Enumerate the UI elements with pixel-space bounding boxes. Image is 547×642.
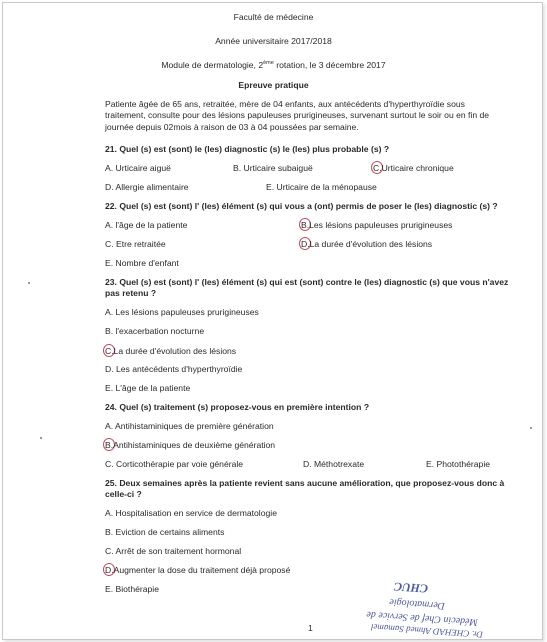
case-line-3: journée depuis 02mois à raison de 03 à 04 poussées par semaine. — [105, 122, 359, 132]
question-23-title: 23. Quel (s) est (sont) l' (les) élément (s) qui est (sont) contre le (les) diagnostic (s) que vous n'avez — [105, 277, 509, 287]
q24-option-a: A. Antihistaminiques de première génération — [105, 421, 274, 431]
q22-option-e: E. Nombre d'enfant — [105, 258, 179, 268]
q24-option-b: B.Antihistaminiques de deuxième génération — [105, 440, 276, 450]
faculty-title: Faculté de médecine — [233, 12, 314, 22]
q25-option-c: C. Arrêt de son traitement hormonal — [105, 546, 242, 556]
question-24-title: 24. Quel (s) traitement (s) proposez-vous en première intention ? — [105, 402, 370, 412]
q21-option-b: B. Urticaire subaiguë — [233, 163, 313, 173]
q22-option-a: A. l'âge de la patiente — [105, 220, 188, 230]
q21-option-e: E. Urticaire de la ménopause — [266, 182, 377, 192]
module-line: Module de dermatologie, 2ème rotation, le 3 décembre 2017 — [161, 59, 386, 70]
q23-option-e: E. L'âge de la patiente — [105, 383, 191, 393]
q21-option-c: C.Urticaire chronique — [373, 163, 454, 173]
question-23-title-cont: pas retenu ? — [105, 288, 157, 298]
q21-option-a: A. Urticaire aiguë — [105, 163, 171, 173]
q23-option-a: A. Les lésions papuleuses prurigineuses — [105, 307, 259, 317]
q22-option-d: D.La durée d'évolution des lésions — [301, 239, 433, 249]
question-25-title: 25. Deux semaines après la patiente revient sans aucune amélioration, que proposez-vous donc à — [105, 478, 505, 488]
doctor-stamp: Dr. CHEHAD Ahmed Samamel Médecin Chef de Service de Dermatologie CHUC — [366, 579, 484, 640]
q24-option-c: C. Corticothérapie par voie générale — [105, 459, 244, 469]
case-line-1: Patiente âgée de 65 ans, retraitée, mère de 04 enfants, aux antécédents d'hyperthyroïdie sous — [105, 99, 465, 109]
scan-speck — [40, 437, 42, 439]
q23-option-c: C.La durée d'évolution des lésions — [105, 346, 237, 356]
academic-year: Année universitaire 2017/2018 — [215, 36, 332, 46]
q21-option-d: D. Allergie alimentaire — [105, 182, 189, 192]
scan-speck — [530, 427, 532, 429]
exam-title: Epreuve pratique — [238, 80, 309, 90]
q22-option-b: B.Les lésions papuleuses prurigineuses — [301, 220, 453, 230]
q24-option-e: E. Photothérapie — [426, 459, 491, 469]
q25-option-b: B. Eviction de certains aliments — [105, 527, 225, 537]
case-line-2: traitement, consulte pour des lésions papuleuses prurigineuses, survenant surtout le soir ou en fin de — [105, 110, 490, 120]
q23-option-d: D. Les antécédents d'hyperthyroïdie — [105, 364, 243, 374]
page-number: 1 — [308, 623, 313, 633]
question-25-title-cont: celle-ci ? — [105, 489, 142, 499]
q25-option-d: D.Augmenter la dose du traitement déjà proposé — [105, 565, 291, 575]
q24-option-d: D. Méthotrexate — [303, 459, 365, 469]
q25-option-e: E. Biothérapie — [105, 584, 159, 594]
q22-option-c: C. Etre retraitée — [105, 239, 166, 249]
question-21-title: 21. Quel (s) est (sont) le (les) diagnostic (s) le (les) plus probable (s) ? — [105, 144, 390, 154]
question-22-title: 22. Quel (s) est (sont) l' (les) élément (s) qui vous a (ont) permis de poser le (les) diagnostic (s) ? — [105, 201, 498, 211]
q25-option-a: A. Hospitalisation en service de dermatologie — [105, 508, 277, 518]
scan-speck — [28, 282, 30, 284]
q23-option-b: B. l'exacerbation nocturne — [105, 326, 205, 336]
page-border — [2, 2, 543, 640]
